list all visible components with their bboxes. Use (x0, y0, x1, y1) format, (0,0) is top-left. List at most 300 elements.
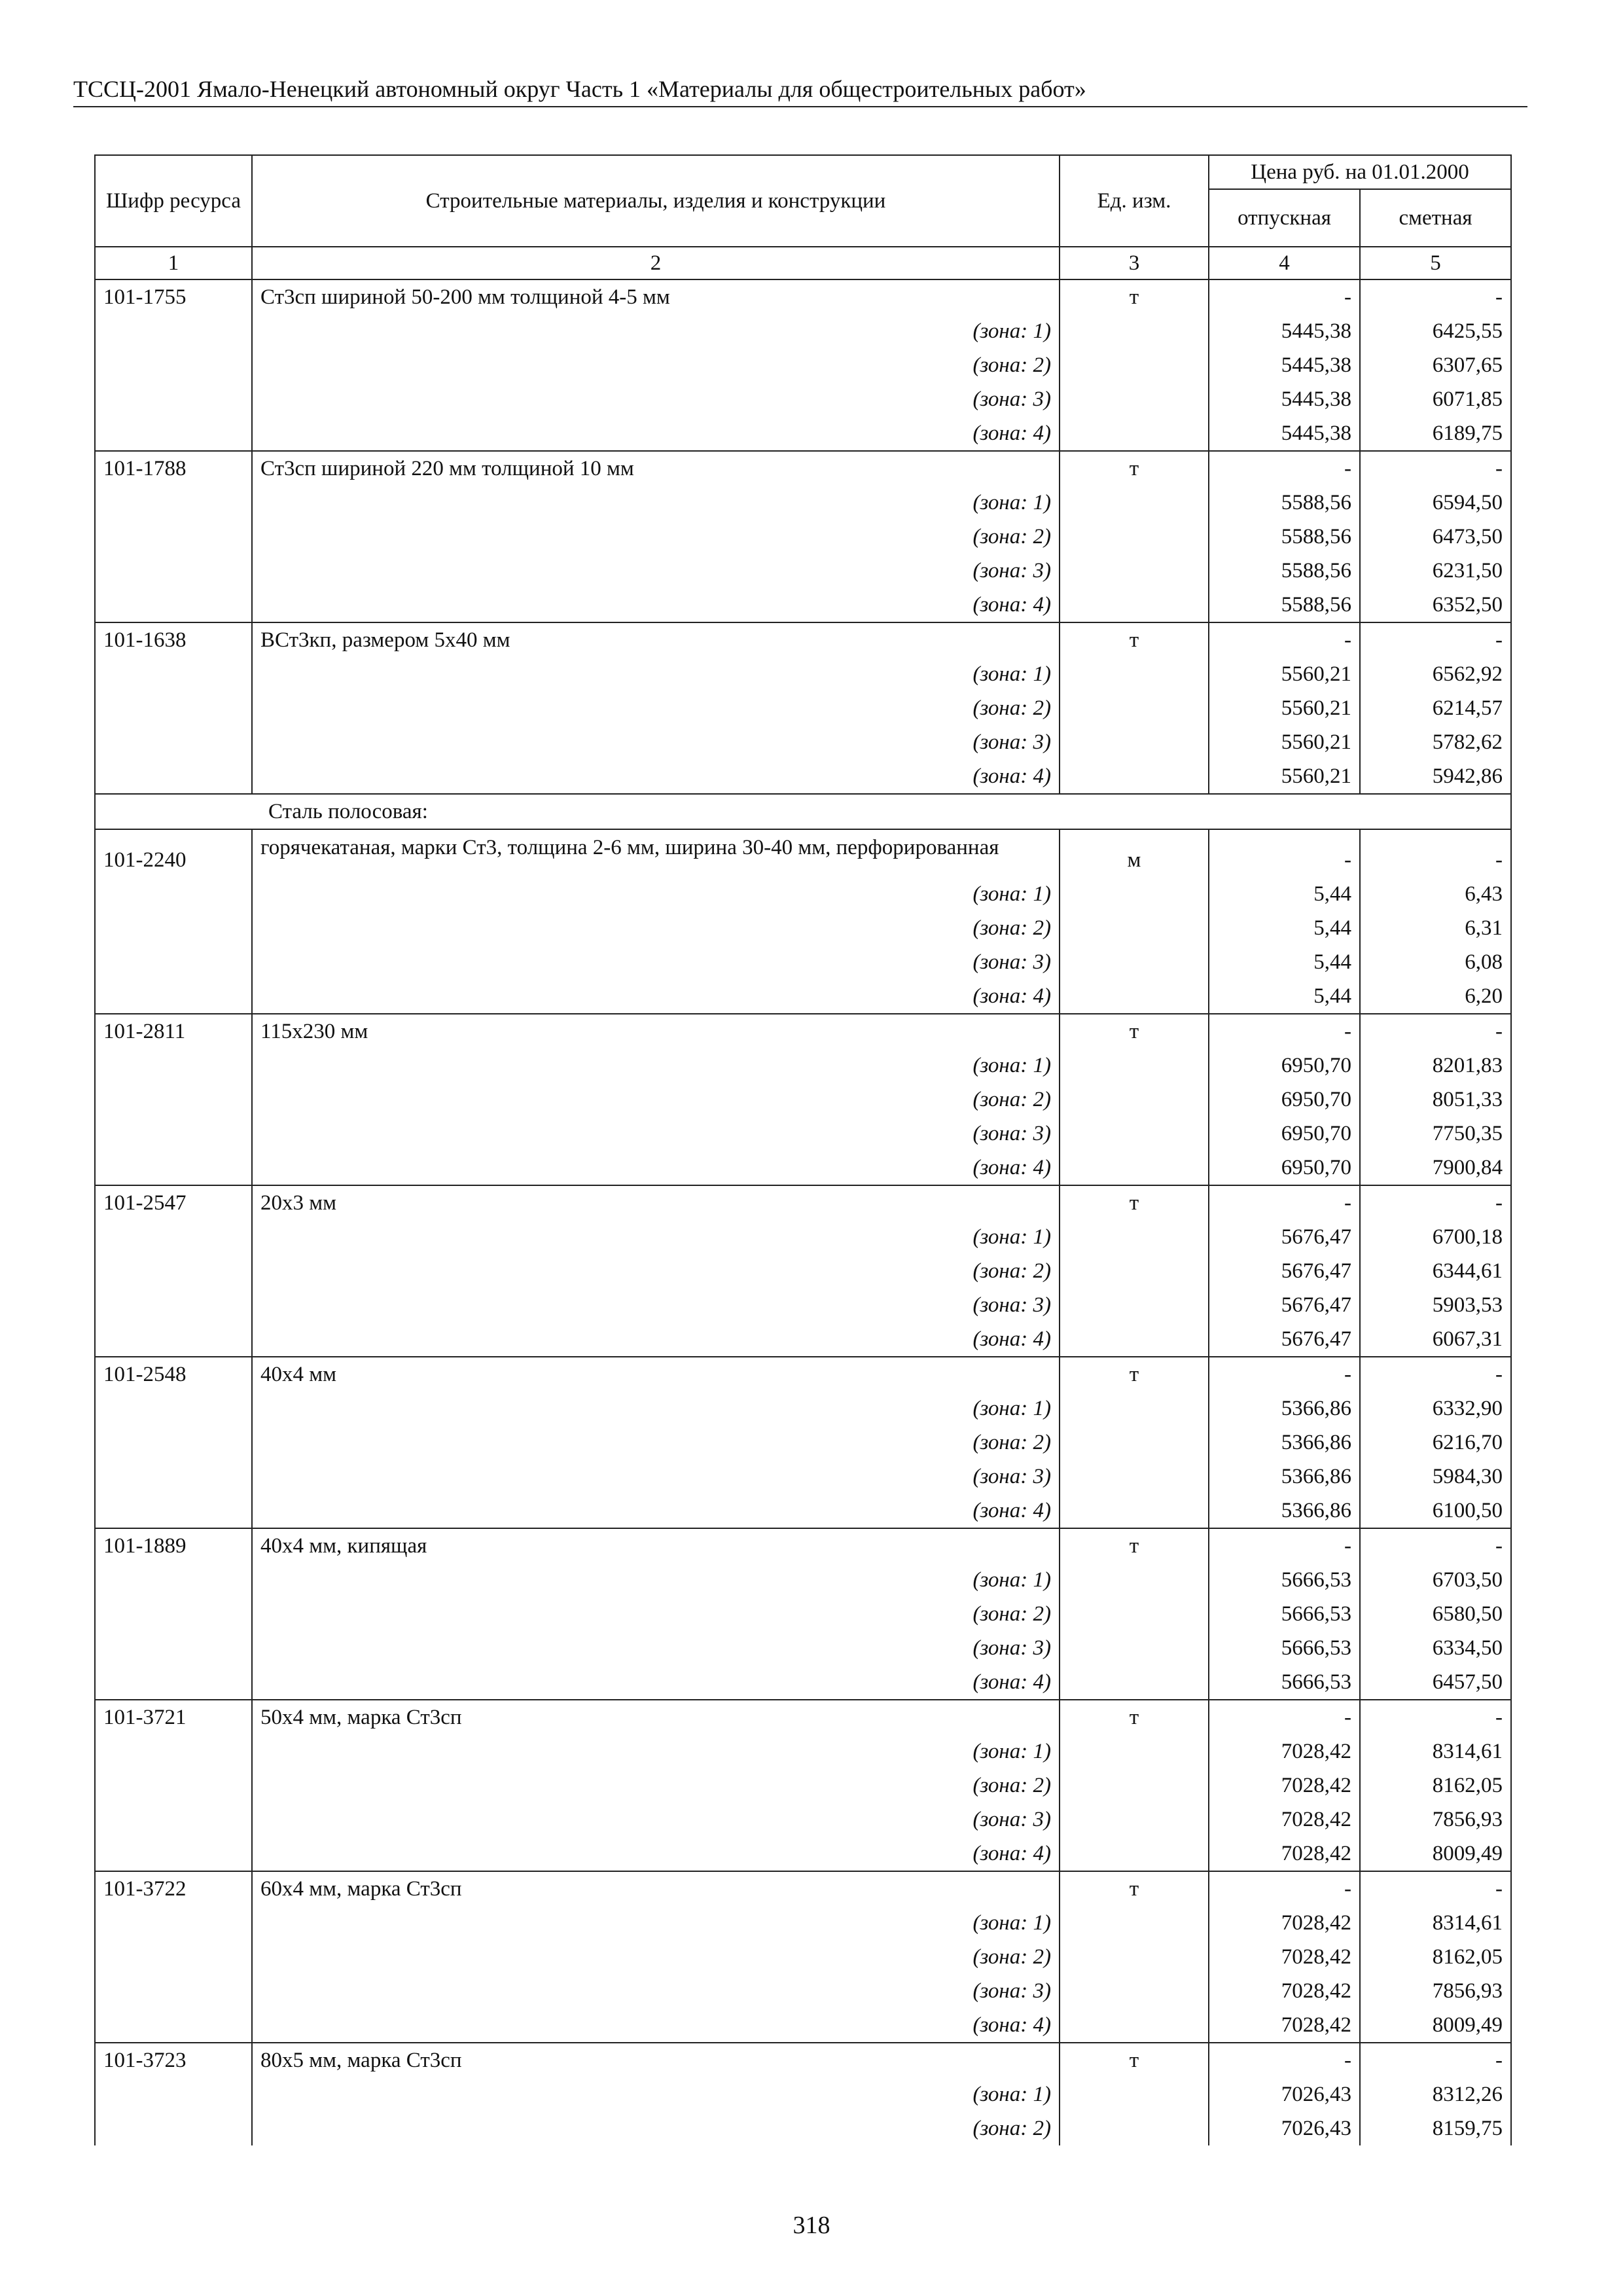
col-header-estimate: сметная (1360, 189, 1511, 247)
table-row (95, 451, 1511, 486)
estimate-price: - (1360, 1357, 1511, 1391)
empty-code-cell (95, 1665, 252, 1700)
release-price: 5366,86 (1209, 1391, 1360, 1426)
estimate-price: 6231,50 (1360, 554, 1511, 588)
zone-label: (зона: 2) (252, 911, 1060, 945)
empty-code-cell (95, 588, 252, 622)
table-row (95, 486, 1511, 520)
empty-code-cell (95, 1220, 252, 1254)
estimate-price: - (1360, 451, 1511, 486)
estimate-price: - (1360, 1014, 1511, 1049)
unit-cell: т (1060, 451, 1209, 486)
table-row (95, 1734, 1511, 1768)
zone-label: (зона: 1) (252, 1906, 1060, 1940)
col-number-4: 4 (1209, 247, 1360, 279)
empty-unit-cell (1060, 1906, 1209, 1940)
table-row (95, 1974, 1511, 2008)
estimate-price: 7856,93 (1360, 1974, 1511, 2008)
empty-unit-cell (1060, 1974, 1209, 2008)
table-row (95, 1837, 1511, 1871)
release-price: - (1209, 1185, 1360, 1220)
table-row (95, 1185, 1511, 1220)
col-header-code: Шифр ресурса (95, 155, 252, 247)
release-price: 7028,42 (1209, 1803, 1360, 1837)
zone-label: (зона: 3) (252, 1631, 1060, 1665)
empty-unit-cell (1060, 1597, 1209, 1631)
col-number-2: 2 (252, 247, 1060, 279)
material-name: 40х4 мм, кипящая (252, 1528, 1060, 1563)
release-price: 7028,42 (1209, 2008, 1360, 2043)
empty-unit-cell (1060, 1665, 1209, 1700)
empty-code-cell (95, 1837, 252, 1871)
empty-unit-cell (1060, 1254, 1209, 1288)
section-title: Сталь полосовая: (95, 794, 1511, 829)
release-price: 6950,70 (1209, 1117, 1360, 1151)
empty-code-cell (95, 1563, 252, 1597)
table-row (95, 1049, 1511, 1083)
empty-unit-cell (1060, 1803, 1209, 1837)
release-price: 5560,21 (1209, 691, 1360, 725)
price-table (94, 154, 1512, 2145)
table-row (95, 1563, 1511, 1597)
empty-code-cell (95, 2111, 252, 2145)
empty-unit-cell (1060, 554, 1209, 588)
empty-code-cell (95, 2008, 252, 2043)
table-row (95, 725, 1511, 759)
table-row (95, 1665, 1511, 1700)
release-price: 5560,21 (1209, 725, 1360, 759)
unit-cell: т (1060, 1871, 1209, 1906)
empty-unit-cell (1060, 1494, 1209, 1528)
empty-unit-cell (1060, 314, 1209, 348)
release-price: - (1209, 1700, 1360, 1734)
estimate-price: 7750,35 (1360, 1117, 1511, 1151)
resource-code: 101-1788 (95, 451, 252, 486)
estimate-price: 6457,50 (1360, 1665, 1511, 1700)
zone-label: (зона: 3) (252, 1803, 1060, 1837)
zone-label: (зона: 2) (252, 1254, 1060, 1288)
empty-code-cell (95, 1426, 252, 1460)
table-row (95, 1494, 1511, 1528)
zone-label: (зона: 1) (252, 2077, 1060, 2111)
release-price: 5676,47 (1209, 1220, 1360, 1254)
estimate-price: 6562,92 (1360, 657, 1511, 691)
resource-code: 101-3723 (95, 2043, 252, 2077)
estimate-price: - (1360, 829, 1511, 877)
zone-label: (зона: 2) (252, 520, 1060, 554)
table-row (95, 1528, 1511, 1563)
release-price: - (1209, 1528, 1360, 1563)
release-price: - (1209, 1871, 1360, 1906)
table-row (95, 2008, 1511, 2043)
release-price: - (1209, 2043, 1360, 2077)
zone-label: (зона: 3) (252, 945, 1060, 979)
table-row (95, 1117, 1511, 1151)
unit-cell: м (1060, 829, 1209, 877)
unit-cell: т (1060, 1528, 1209, 1563)
estimate-price: 8314,61 (1360, 1734, 1511, 1768)
zone-label: (зона: 2) (252, 2111, 1060, 2145)
estimate-price: 8159,75 (1360, 2111, 1511, 2145)
material-name: ВСт3кп, размером 5х40 мм (252, 622, 1060, 657)
zone-label: (зона: 4) (252, 1322, 1060, 1357)
empty-code-cell (95, 1460, 252, 1494)
estimate-price: 8162,05 (1360, 1940, 1511, 1974)
table-row (95, 2077, 1511, 2111)
table-row (95, 657, 1511, 691)
empty-unit-cell (1060, 1151, 1209, 1185)
zone-label: (зона: 2) (252, 1597, 1060, 1631)
estimate-price: 6594,50 (1360, 486, 1511, 520)
empty-code-cell (95, 1117, 252, 1151)
empty-code-cell (95, 382, 252, 416)
empty-unit-cell (1060, 2008, 1209, 2043)
zone-label: (зона: 1) (252, 877, 1060, 911)
table-row (95, 1871, 1511, 1906)
estimate-price: 8314,61 (1360, 1906, 1511, 1940)
estimate-price: 7856,93 (1360, 1803, 1511, 1837)
table-row (95, 622, 1511, 657)
table-row (95, 1460, 1511, 1494)
empty-code-cell (95, 1049, 252, 1083)
empty-unit-cell (1060, 691, 1209, 725)
zone-label: (зона: 4) (252, 416, 1060, 451)
material-name: 115х230 мм (252, 1014, 1060, 1049)
zone-label: (зона: 3) (252, 1460, 1060, 1494)
empty-unit-cell (1060, 1083, 1209, 1117)
zone-label: (зона: 1) (252, 486, 1060, 520)
zone-label: (зона: 4) (252, 2008, 1060, 2043)
zone-label: (зона: 3) (252, 1288, 1060, 1322)
empty-code-cell (95, 314, 252, 348)
estimate-price: 5984,30 (1360, 1460, 1511, 1494)
unit-cell: т (1060, 279, 1209, 314)
table-row (95, 2111, 1511, 2145)
empty-unit-cell (1060, 945, 1209, 979)
estimate-price: 5903,53 (1360, 1288, 1511, 1322)
estimate-price: 8201,83 (1360, 1049, 1511, 1083)
release-price: 7026,43 (1209, 2077, 1360, 2111)
empty-unit-cell (1060, 2111, 1209, 2145)
release-price: 7028,42 (1209, 1906, 1360, 1940)
release-price: 5445,38 (1209, 416, 1360, 451)
release-price: 7028,42 (1209, 1768, 1360, 1803)
col-number-1: 1 (95, 247, 252, 279)
empty-code-cell (95, 554, 252, 588)
material-name: 40х4 мм (252, 1357, 1060, 1391)
estimate-price: 6580,50 (1360, 1597, 1511, 1631)
unit-cell: т (1060, 1185, 1209, 1220)
release-price: 7026,43 (1209, 2111, 1360, 2145)
estimate-price: 6307,65 (1360, 348, 1511, 382)
resource-code: 101-2548 (95, 1357, 252, 1391)
release-price: 7028,42 (1209, 1974, 1360, 2008)
release-price: - (1209, 279, 1360, 314)
table-body (95, 279, 1511, 2145)
estimate-price: 6352,50 (1360, 588, 1511, 622)
table-row (95, 691, 1511, 725)
resource-code: 101-1638 (95, 622, 252, 657)
estimate-price: - (1360, 2043, 1511, 2077)
table-row (95, 416, 1511, 451)
zone-label: (зона: 1) (252, 1734, 1060, 1768)
release-price: 5445,38 (1209, 382, 1360, 416)
estimate-price: 6,20 (1360, 979, 1511, 1014)
estimate-price: 7900,84 (1360, 1151, 1511, 1185)
estimate-price: 6071,85 (1360, 382, 1511, 416)
release-price: 5445,38 (1209, 348, 1360, 382)
table-row (95, 2043, 1511, 2077)
empty-unit-cell (1060, 2077, 1209, 2111)
estimate-price: - (1360, 1700, 1511, 1734)
material-name: Ст3сп шириной 220 мм толщиной 10 мм (252, 451, 1060, 486)
release-price: 5666,53 (1209, 1563, 1360, 1597)
material-name: Ст3сп шириной 50-200 мм толщиной 4-5 мм (252, 279, 1060, 314)
zone-label: (зона: 1) (252, 1220, 1060, 1254)
empty-code-cell (95, 1803, 252, 1837)
zone-label: (зона: 3) (252, 725, 1060, 759)
zone-label: (зона: 1) (252, 1049, 1060, 1083)
table-row (95, 979, 1511, 1014)
release-price: 5588,56 (1209, 554, 1360, 588)
header-rule (73, 106, 1527, 107)
empty-unit-cell (1060, 348, 1209, 382)
zone-label: (зона: 4) (252, 1837, 1060, 1871)
release-price: 5,44 (1209, 911, 1360, 945)
col-number-5: 5 (1360, 247, 1511, 279)
empty-code-cell (95, 1906, 252, 1940)
estimate-price: 8051,33 (1360, 1083, 1511, 1117)
empty-code-cell (95, 348, 252, 382)
release-price: 5666,53 (1209, 1665, 1360, 1700)
release-price: 5366,86 (1209, 1426, 1360, 1460)
resource-code: 101-2811 (95, 1014, 252, 1049)
estimate-price: 6,43 (1360, 877, 1511, 911)
empty-unit-cell (1060, 1768, 1209, 1803)
empty-code-cell (95, 1083, 252, 1117)
estimate-price: 6700,18 (1360, 1220, 1511, 1254)
zone-label: (зона: 3) (252, 382, 1060, 416)
release-price: 6950,70 (1209, 1083, 1360, 1117)
release-price: 5666,53 (1209, 1631, 1360, 1665)
estimate-price: 6332,90 (1360, 1391, 1511, 1426)
release-price: 5560,21 (1209, 657, 1360, 691)
unit-cell: т (1060, 622, 1209, 657)
release-price: 5676,47 (1209, 1288, 1360, 1322)
empty-unit-cell (1060, 1837, 1209, 1871)
empty-code-cell (95, 1494, 252, 1528)
resource-code: 101-3721 (95, 1700, 252, 1734)
material-name: 60х4 мм, марка Ст3сп (252, 1871, 1060, 1906)
zone-label: (зона: 2) (252, 1426, 1060, 1460)
table-row (95, 1391, 1511, 1426)
table-row (95, 945, 1511, 979)
zone-label: (зона: 2) (252, 1940, 1060, 1974)
table-row (95, 1906, 1511, 1940)
table-row (95, 1083, 1511, 1117)
table-row (95, 1220, 1511, 1254)
empty-unit-cell (1060, 1631, 1209, 1665)
table-row (95, 759, 1511, 794)
unit-cell: т (1060, 1014, 1209, 1049)
empty-code-cell (95, 2077, 252, 2111)
release-price: 5560,21 (1209, 759, 1360, 794)
release-price: - (1209, 829, 1360, 877)
estimate-price: 5942,86 (1360, 759, 1511, 794)
empty-code-cell (95, 945, 252, 979)
empty-code-cell (95, 1974, 252, 2008)
estimate-price: 6425,55 (1360, 314, 1511, 348)
release-price: 7028,42 (1209, 1837, 1360, 1871)
zone-label: (зона: 4) (252, 979, 1060, 1014)
release-price: 5,44 (1209, 877, 1360, 911)
empty-code-cell (95, 1768, 252, 1803)
resource-code: 101-2240 (95, 829, 252, 877)
estimate-price: 6067,31 (1360, 1322, 1511, 1357)
zone-label: (зона: 3) (252, 554, 1060, 588)
estimate-price: - (1360, 279, 1511, 314)
zone-label: (зона: 3) (252, 1974, 1060, 2008)
resource-code: 101-3722 (95, 1871, 252, 1906)
zone-label: (зона: 1) (252, 314, 1060, 348)
table-row (95, 1254, 1511, 1288)
empty-unit-cell (1060, 382, 1209, 416)
table-row (95, 829, 1511, 877)
empty-code-cell (95, 1391, 252, 1426)
release-price: 5366,86 (1209, 1494, 1360, 1528)
material-name: 50х4 мм, марка Ст3сп (252, 1700, 1060, 1734)
empty-code-cell (95, 416, 252, 451)
table-row (95, 1357, 1511, 1391)
table-row (95, 1700, 1511, 1734)
table-row (95, 1151, 1511, 1185)
empty-unit-cell (1060, 1426, 1209, 1460)
empty-code-cell (95, 877, 252, 911)
release-price: - (1209, 622, 1360, 657)
col-header-name: Строительные материалы, изделия и конструкции (252, 155, 1060, 247)
empty-unit-cell (1060, 1220, 1209, 1254)
page-number: 318 (793, 2212, 830, 2239)
empty-unit-cell (1060, 1049, 1209, 1083)
empty-unit-cell (1060, 657, 1209, 691)
estimate-price: 6473,50 (1360, 520, 1511, 554)
empty-code-cell (95, 1631, 252, 1665)
empty-code-cell (95, 1734, 252, 1768)
empty-unit-cell (1060, 877, 1209, 911)
estimate-price: 6216,70 (1360, 1426, 1511, 1460)
empty-unit-cell (1060, 520, 1209, 554)
release-price: 5676,47 (1209, 1254, 1360, 1288)
empty-code-cell (95, 1322, 252, 1357)
table-row (95, 1288, 1511, 1322)
material-name: 20х3 мм (252, 1185, 1060, 1220)
empty-code-cell (95, 691, 252, 725)
unit-cell: т (1060, 1357, 1209, 1391)
empty-unit-cell (1060, 1288, 1209, 1322)
estimate-price: 6100,50 (1360, 1494, 1511, 1528)
unit-cell: т (1060, 1700, 1209, 1734)
table-row (95, 1940, 1511, 1974)
empty-code-cell (95, 1151, 252, 1185)
empty-unit-cell (1060, 759, 1209, 794)
table-row (95, 279, 1511, 314)
empty-code-cell (95, 1288, 252, 1322)
release-price: 5588,56 (1209, 588, 1360, 622)
estimate-price: 5782,62 (1360, 725, 1511, 759)
zone-label: (зона: 4) (252, 759, 1060, 794)
estimate-price: 6703,50 (1360, 1563, 1511, 1597)
empty-unit-cell (1060, 1460, 1209, 1494)
empty-unit-cell (1060, 486, 1209, 520)
release-price: - (1209, 1014, 1360, 1049)
resource-code: 101-2547 (95, 1185, 252, 1220)
table-row (95, 1803, 1511, 1837)
empty-code-cell (95, 1940, 252, 1974)
table-row (95, 1322, 1511, 1357)
estimate-price: 6,08 (1360, 945, 1511, 979)
table-row (95, 1768, 1511, 1803)
zone-label: (зона: 2) (252, 691, 1060, 725)
release-price: 5445,38 (1209, 314, 1360, 348)
table-row (95, 1631, 1511, 1665)
empty-unit-cell (1060, 979, 1209, 1014)
release-price: 5,44 (1209, 979, 1360, 1014)
empty-code-cell (95, 657, 252, 691)
empty-code-cell (95, 1254, 252, 1288)
estimate-price: 8312,26 (1360, 2077, 1511, 2111)
empty-code-cell (95, 486, 252, 520)
empty-unit-cell (1060, 1322, 1209, 1357)
estimate-price: - (1360, 1528, 1511, 1563)
empty-unit-cell (1060, 588, 1209, 622)
table-row (95, 382, 1511, 416)
table-row (95, 314, 1511, 348)
resource-code: 101-1755 (95, 279, 252, 314)
table-row (95, 1597, 1511, 1631)
zone-label: (зона: 1) (252, 1391, 1060, 1426)
estimate-price: - (1360, 1871, 1511, 1906)
release-price: 5366,86 (1209, 1460, 1360, 1494)
empty-code-cell (95, 911, 252, 945)
release-price: 5588,56 (1209, 486, 1360, 520)
zone-label: (зона: 4) (252, 1494, 1060, 1528)
empty-code-cell (95, 1597, 252, 1631)
release-price: 5,44 (1209, 945, 1360, 979)
material-name: горячекатаная, марки Ст3, толщина 2-6 мм, ширина 30-40 мм, перфорированная (252, 829, 1060, 877)
release-price: - (1209, 451, 1360, 486)
empty-unit-cell (1060, 1734, 1209, 1768)
empty-code-cell (95, 725, 252, 759)
estimate-price: 6,31 (1360, 911, 1511, 945)
section-row (95, 794, 1511, 829)
empty-unit-cell (1060, 416, 1209, 451)
zone-label: (зона: 4) (252, 588, 1060, 622)
estimate-price: 6189,75 (1360, 416, 1511, 451)
col-header-release: отпускная (1209, 189, 1360, 247)
release-price: 5676,47 (1209, 1322, 1360, 1357)
zone-label: (зона: 1) (252, 657, 1060, 691)
estimate-price: - (1360, 622, 1511, 657)
empty-unit-cell (1060, 725, 1209, 759)
col-header-unit: Ед. изм. (1060, 155, 1209, 247)
empty-unit-cell (1060, 1117, 1209, 1151)
estimate-price: 8009,49 (1360, 1837, 1511, 1871)
release-price: 5588,56 (1209, 520, 1360, 554)
table-row (95, 520, 1511, 554)
estimate-price: 6214,57 (1360, 691, 1511, 725)
table-row (95, 1426, 1511, 1460)
estimate-price: 8009,49 (1360, 2008, 1511, 2043)
